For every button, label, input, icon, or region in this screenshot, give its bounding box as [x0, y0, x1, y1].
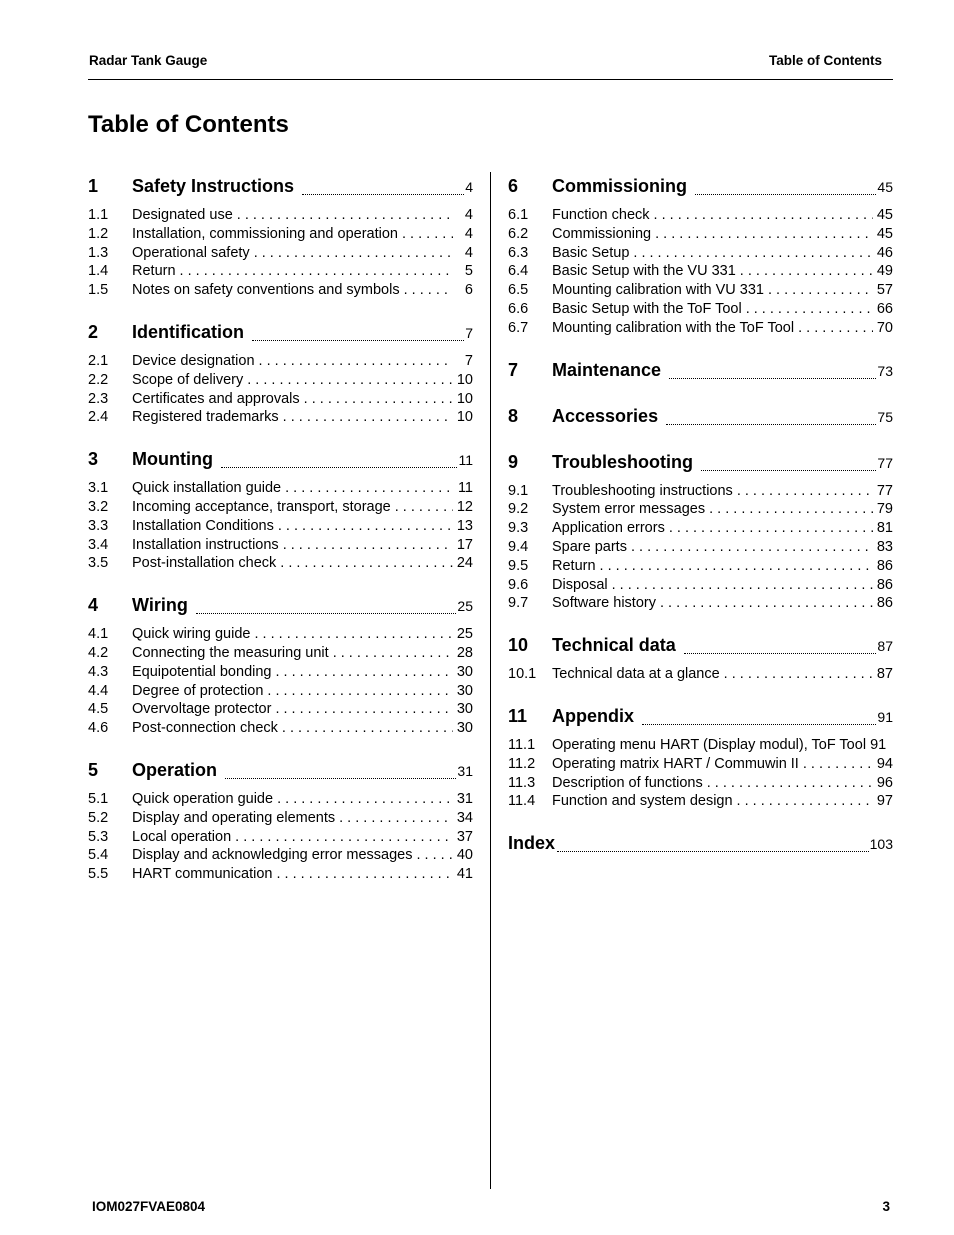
chapter-title: Identification: [132, 321, 244, 342]
section-title: Description of functions: [552, 774, 703, 791]
leader-dots: [254, 244, 453, 263]
section-title: Function and system design: [552, 793, 733, 810]
leader-dots: [254, 625, 452, 644]
chapter-number: 1: [88, 176, 99, 196]
section-page: 30: [456, 720, 473, 737]
chapter-page: 7: [465, 324, 473, 341]
chapter-title: Maintenance: [552, 359, 662, 380]
section-page: 31: [456, 790, 473, 807]
section-title: Troubleshooting instructions: [552, 482, 733, 499]
section-page: 24: [456, 555, 473, 572]
leader-dots: [304, 390, 453, 409]
leader-dots: [196, 613, 457, 614]
section-title: Commissioning: [552, 225, 652, 242]
section-number: 4.4: [88, 682, 109, 699]
section-title: Designated use: [132, 207, 233, 223]
section-title: Mounting calibration with VU 331: [552, 282, 764, 299]
toc-section-entry[interactable]: [508, 319, 893, 338]
chapter-number: 4: [88, 595, 99, 616]
toc-section-entry[interactable]: [508, 538, 893, 557]
running-header-title: Radar Tank Gauge: [89, 53, 208, 68]
section-title: Local operation: [132, 828, 232, 845]
section-title: Quick operation guide: [132, 790, 274, 807]
chapter-page: 87: [877, 638, 893, 655]
leader-dots: [302, 194, 464, 195]
section-number: 6.2: [508, 225, 529, 242]
leader-dots: [803, 755, 873, 774]
section-number: 6.5: [508, 282, 529, 299]
leader-dots: [798, 319, 873, 338]
toc-chapter-entry[interactable]: [88, 595, 473, 619]
leader-dots: [669, 378, 876, 379]
toc-section-entry[interactable]: [88, 663, 473, 682]
leader-dots: [654, 206, 873, 225]
leader-dots: [631, 538, 873, 557]
leader-dots: [709, 500, 873, 519]
section-page: 86: [876, 576, 893, 593]
section-number: 9.4: [508, 538, 529, 555]
section-number: 11.1: [508, 736, 536, 753]
section-page: 86: [876, 557, 893, 574]
index-title: Index: [508, 833, 556, 854]
toc-section-entry[interactable]: [508, 736, 893, 755]
section-number: 2.2: [88, 371, 109, 388]
toc-section-entry[interactable]: [88, 828, 473, 847]
toc-section-entry[interactable]: [88, 244, 473, 263]
chapter-page: 73: [877, 362, 893, 379]
toc-chapter-group: [508, 452, 893, 614]
header-rule: [88, 79, 893, 80]
section-page: 81: [876, 520, 893, 537]
section-title: Operating menu HART (Display modul), ToF Tool 91: [552, 736, 887, 753]
leader-dots: [666, 424, 876, 425]
section-number: 2.1: [88, 352, 109, 369]
leader-dots: [283, 536, 453, 555]
leader-dots: [660, 594, 873, 613]
toc-section-entry[interactable]: [88, 536, 473, 555]
leader-dots: [701, 470, 876, 471]
section-title: Spare parts: [552, 538, 627, 555]
toc-section-entry[interactable]: [508, 557, 893, 576]
section-title: Disposal: [552, 576, 608, 593]
section-number: 5.1: [88, 790, 109, 807]
section-page: 57: [876, 282, 893, 299]
leader-dots: [655, 225, 873, 244]
chapter-title: Operation: [132, 759, 218, 780]
toc-section-entry[interactable]: [88, 206, 473, 225]
toc-chapter-group: [88, 760, 473, 884]
section-page: 45: [876, 207, 893, 223]
section-title: Installation Conditions: [132, 517, 274, 534]
section-page: 4: [464, 207, 473, 223]
section-number: 3.5: [88, 555, 109, 572]
leader-dots: [339, 809, 453, 828]
section-page: 83: [876, 538, 893, 555]
toc-chapter-entry[interactable]: [508, 635, 893, 659]
chapter-page: 75: [877, 408, 893, 425]
section-page: 17: [456, 536, 473, 553]
section-title: Scope of delivery: [132, 371, 244, 388]
section-page: 86: [876, 595, 893, 612]
leader-dots: [737, 482, 873, 501]
toc-section-entry[interactable]: [88, 700, 473, 719]
chapter-page: 31: [457, 762, 473, 779]
toc-section-entry[interactable]: [508, 262, 893, 281]
section-number: 4.2: [88, 644, 109, 661]
section-title: Connecting the measuring unit: [132, 644, 329, 661]
section-number: 3.4: [88, 536, 109, 553]
leader-dots: [684, 653, 877, 654]
toc-chapter-entry[interactable]: [88, 322, 473, 346]
toc-chapter-group: [88, 322, 473, 427]
section-page: 30: [456, 701, 473, 718]
section-number: 1.5: [88, 282, 109, 299]
section-page: 66: [876, 300, 893, 317]
section-number: 4.6: [88, 720, 109, 737]
chapter-title: Troubleshooting: [552, 451, 693, 472]
toc-section-entry[interactable]: [88, 262, 473, 281]
toc-section-entry[interactable]: [88, 644, 473, 663]
section-title: Degree of protection: [132, 682, 264, 699]
section-page: 25: [456, 626, 473, 643]
toc-section-entry[interactable]: [508, 755, 893, 774]
section-page: 12: [456, 498, 473, 515]
toc-section-entry[interactable]: [508, 665, 893, 684]
toc-section-entry[interactable]: [88, 719, 473, 738]
section-title: Return: [132, 263, 176, 280]
toc-chapter-group: [508, 635, 893, 684]
section-number: 6.3: [508, 244, 529, 261]
toc-chapter-entry[interactable]: [88, 760, 473, 784]
toc-section-entry[interactable]: [88, 517, 473, 536]
section-page: 46: [876, 244, 893, 261]
section-title: Quick wiring guide: [132, 626, 251, 643]
section-page: 37: [456, 828, 473, 845]
toc-chapter-entry[interactable]: [88, 176, 473, 200]
toc-chapter-entry[interactable]: [88, 449, 473, 473]
leader-dots: [633, 244, 872, 263]
toc-chapter-entry[interactable]: [508, 360, 893, 384]
leader-dots: [285, 479, 453, 498]
leader-dots: [600, 557, 873, 576]
chapter-number: 7: [508, 359, 519, 380]
chapter-page: 91: [877, 708, 893, 725]
toc-section-entry[interactable]: [88, 281, 473, 300]
toc-section-entry[interactable]: [88, 225, 473, 244]
section-title: Post-installation check: [132, 555, 277, 572]
leader-dots: [695, 194, 876, 195]
leader-dots: [768, 281, 873, 300]
chapter-page: 11: [458, 452, 473, 469]
toc-chapter-entry[interactable]: [508, 452, 893, 476]
section-page: 4: [464, 244, 473, 261]
section-title: Software history: [552, 595, 656, 612]
section-page: 70: [876, 319, 893, 336]
section-page: 97: [876, 793, 893, 810]
section-page: 77: [876, 482, 893, 499]
section-number: 9.3: [508, 520, 529, 537]
section-title: Operational safety: [132, 244, 250, 261]
chapter-title: Accessories: [552, 405, 659, 426]
section-title: Notes on safety conventions and symbols: [132, 282, 400, 299]
toc-section-entry[interactable]: [88, 846, 473, 865]
page-title: Table of Contents: [88, 111, 289, 138]
section-number: 6.1: [508, 207, 529, 223]
leader-dots: [275, 663, 452, 682]
toc-section-entry[interactable]: [88, 625, 473, 644]
toc-section-entry[interactable]: [508, 519, 893, 538]
toc-section-entry[interactable]: [88, 498, 473, 517]
section-number: 3.3: [88, 517, 109, 534]
section-title: Technical data at a glance: [552, 666, 720, 683]
running-header-section: Table of Contents: [769, 53, 882, 68]
leader-dots: [395, 498, 453, 517]
toc-section-entry[interactable]: [508, 500, 893, 519]
toc-section-entry[interactable]: [88, 371, 473, 390]
section-number: 3.2: [88, 498, 109, 515]
leader-dots: [267, 682, 452, 701]
toc-section-entry[interactable]: [508, 774, 893, 793]
leader-dots: [402, 225, 453, 244]
toc-section-entry[interactable]: [88, 682, 473, 701]
leader-dots: [669, 519, 873, 538]
section-title: Application errors: [552, 520, 665, 537]
section-number: 3.1: [88, 480, 109, 497]
section-page: 30: [456, 682, 473, 699]
leader-dots: [275, 700, 452, 719]
section-title: Display and acknowledging error messages: [132, 847, 413, 864]
section-title: Return: [552, 557, 596, 574]
leader-dots: [724, 665, 873, 684]
toc-left-column: [88, 176, 473, 906]
section-title: Display and operating elements: [132, 809, 336, 826]
section-number: 9.7: [508, 595, 529, 612]
leader-dots: [416, 846, 452, 865]
section-page: 79: [876, 501, 893, 518]
toc-section-entry[interactable]: [508, 576, 893, 595]
section-number: 4.5: [88, 701, 109, 718]
section-number: 6.4: [508, 263, 529, 280]
chapter-number: 6: [508, 176, 519, 196]
section-title: HART communication: [132, 866, 273, 883]
leader-dots: [247, 371, 453, 390]
toc-section-entry[interactable]: [88, 390, 473, 409]
toc-section-entry[interactable]: [88, 479, 473, 498]
section-page: 11: [457, 480, 473, 497]
section-number: 4.3: [88, 663, 109, 680]
toc-right-column: [508, 176, 893, 857]
section-number: 9.6: [508, 576, 529, 593]
section-number: 6.7: [508, 319, 529, 336]
section-number: 6.6: [508, 300, 529, 317]
chapter-title: Technical data: [552, 635, 676, 656]
chapter-page: 77: [877, 454, 893, 471]
toc-section-entry[interactable]: [508, 792, 893, 811]
leader-dots: [221, 467, 457, 468]
chapter-number: 2: [88, 321, 99, 342]
section-number: 4.1: [88, 626, 109, 643]
section-page: 10: [456, 390, 473, 407]
leader-dots: [235, 828, 453, 847]
section-number: 9.2: [508, 501, 529, 518]
section-title: Incoming acceptance, transport, storage: [132, 498, 391, 515]
toc-chapter-group: [88, 595, 473, 738]
section-number: 9.5: [508, 557, 529, 574]
section-number: 5.4: [88, 847, 109, 864]
leader-dots: [259, 352, 453, 371]
chapter-number: 3: [88, 449, 99, 470]
toc-section-entry[interactable]: [88, 865, 473, 884]
section-page: 41: [456, 866, 473, 883]
toc-section-entry[interactable]: [508, 482, 893, 501]
section-title: Registered trademarks: [132, 409, 279, 426]
section-page: 34: [456, 809, 473, 826]
section-number: 11.4: [508, 793, 536, 810]
section-title: Quick installation guide: [132, 480, 282, 497]
leader-dots: [283, 408, 453, 427]
section-number: 5.2: [88, 809, 109, 826]
chapter-page: 4: [465, 179, 473, 195]
section-page: 6: [464, 282, 473, 299]
chapter-number: 9: [508, 451, 519, 472]
section-page: 45: [876, 225, 893, 242]
section-number: 1.2: [88, 225, 109, 242]
page-number: 3: [882, 1199, 890, 1214]
toc-section-entry[interactable]: [88, 554, 473, 573]
leader-dots: [277, 790, 453, 809]
section-page: 94: [876, 755, 893, 772]
section-number: 9.1: [508, 482, 529, 499]
chapter-number: 5: [88, 759, 99, 780]
column-divider: [490, 172, 491, 1189]
section-page: 10: [456, 409, 473, 426]
section-page: 13: [456, 517, 473, 534]
toc-chapter-group: [88, 176, 473, 300]
toc-section-entry[interactable]: [508, 244, 893, 263]
section-number: 1.1: [88, 207, 109, 223]
section-page: 7: [464, 352, 473, 369]
toc-section-entry[interactable]: [508, 281, 893, 300]
toc-chapter-entry[interactable]: [508, 706, 893, 730]
toc-section-entry[interactable]: [508, 225, 893, 244]
chapter-page: 25: [457, 598, 473, 615]
toc-section-entry[interactable]: [88, 809, 473, 828]
leader-dots: [707, 774, 873, 793]
section-number: 1.4: [88, 263, 109, 280]
chapter-number: 10: [508, 635, 529, 656]
leader-dots: [225, 778, 456, 779]
leader-dots: [746, 300, 873, 319]
chapter-number: 11: [508, 705, 528, 726]
section-title: Overvoltage protector: [132, 701, 272, 718]
section-page: 96: [876, 774, 893, 791]
leader-dots: [237, 206, 453, 225]
section-title: System error messages: [552, 501, 706, 518]
section-title: Basic Setup with the ToF Tool: [552, 300, 742, 317]
leader-dots: [280, 554, 453, 573]
leader-dots: [612, 576, 873, 595]
section-number: 2.4: [88, 409, 109, 426]
chapter-title: Wiring: [132, 595, 188, 616]
chapter-title: Commissioning: [552, 176, 688, 196]
section-title: Operating matrix HART / Commuwin II: [552, 755, 799, 772]
toc-chapter-entry[interactable]: [508, 406, 893, 430]
leader-dots: [180, 262, 453, 281]
section-title: Function check: [552, 207, 650, 223]
section-number: 11.3: [508, 774, 536, 791]
leader-dots: [404, 281, 453, 300]
section-title: Post-connection check: [132, 720, 278, 737]
section-title: Basic Setup: [552, 244, 630, 261]
section-page: 28: [456, 644, 473, 661]
leader-dots: [740, 262, 873, 281]
toc-section-entry[interactable]: [508, 206, 893, 225]
section-number: 2.3: [88, 390, 109, 407]
section-title: Installation instructions: [132, 536, 279, 553]
toc-section-entry[interactable]: [508, 300, 893, 319]
toc-section-entry[interactable]: [508, 594, 893, 613]
toc-chapter-group: [508, 706, 893, 811]
toc-section-entry[interactable]: [88, 408, 473, 427]
document-code: IOM027FVAE0804: [92, 1199, 206, 1214]
chapter-title: Safety Instructions: [132, 176, 295, 196]
leader-dots: [252, 340, 464, 341]
chapter-title: Appendix: [552, 705, 635, 726]
toc-section-entry[interactable]: [88, 790, 473, 809]
toc-chapter-group: [508, 176, 893, 338]
section-title: Equipotential bonding: [132, 663, 272, 680]
section-title: Mounting calibration with the ToF Tool: [552, 319, 795, 336]
toc-index-entry[interactable]: [508, 833, 893, 857]
section-page: 10: [456, 371, 473, 388]
section-page: 87: [876, 666, 893, 683]
leader-dots: [277, 865, 453, 884]
toc-chapter-group: [508, 360, 893, 384]
toc-chapter-entry[interactable]: [508, 176, 893, 200]
chapter-number: 8: [508, 405, 519, 426]
leader-dots: [557, 851, 869, 852]
section-number: 11.2: [508, 755, 536, 772]
chapter-title: Mounting: [132, 449, 213, 470]
section-title: Certificates and approvals: [132, 390, 300, 407]
leader-dots: [278, 517, 453, 536]
section-number: 5.3: [88, 828, 109, 845]
section-title: Device designation: [132, 352, 255, 369]
section-page: 49: [876, 263, 893, 280]
leader-dots: [737, 792, 873, 811]
chapter-page: 45: [877, 179, 893, 195]
index-page: 103: [869, 836, 893, 853]
toc-chapter-group: [88, 449, 473, 573]
section-page: 5: [464, 263, 473, 280]
toc-section-entry[interactable]: [88, 352, 473, 371]
section-page: 30: [456, 663, 473, 680]
leader-dots: [642, 724, 876, 725]
leader-dots: [333, 644, 453, 663]
toc-chapter-group: [508, 406, 893, 430]
section-number: 10.1: [508, 666, 537, 683]
leader-dots: [282, 719, 453, 738]
section-number: 5.5: [88, 866, 109, 883]
section-page: 4: [464, 225, 473, 242]
section-title: Installation, commissioning and operation: [132, 225, 398, 242]
section-number: 1.3: [88, 244, 109, 261]
section-page: 40: [456, 847, 473, 864]
section-title: Basic Setup with the VU 331: [552, 263, 736, 280]
